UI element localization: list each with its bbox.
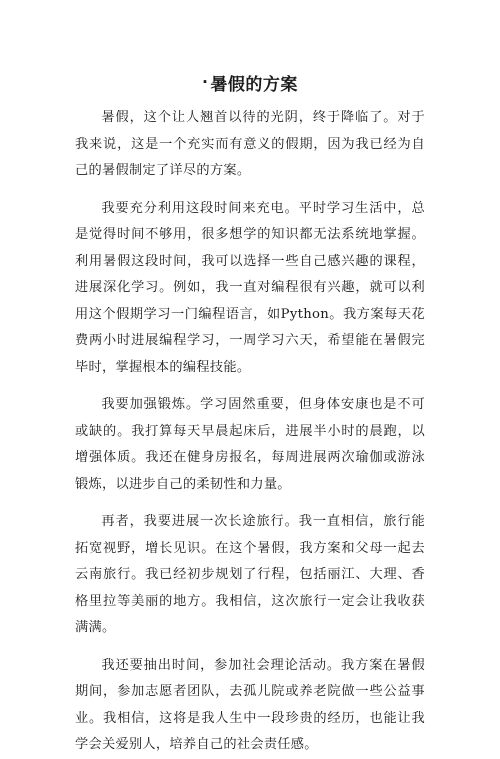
- paragraph-volunteer: 我还要抽出时间，参加社会理论活动。我方案在暑假期间，参加志愿者团队，去孤儿院或养老院做一些公益事业。我相信，这将是我人生中一段珍贵的经历，也能让我学会关爱别人，培养自己的社会责任感。: [75, 657, 425, 752]
- document-title: [75, 70, 425, 97]
- paragraph-study: 我要充分利用这段时间来充电。平时学习生活中，总是觉得时间不够用，很多想学的知识都无法系统地掌握。利用暑假这段时间，我可以选择一些自己感兴趣的课程，进展深化学习。例如，我一直对编程很有兴趣，就可以利用这个假期学习一门编程语言，如Python。我方案每天花费两小时进展编程学习，一周学习六天，希望能在暑假完毕时，掌握根本的编程技能。: [75, 200, 425, 375]
- title-mark: ·: [202, 73, 209, 91]
- title-text: 暑假的方案: [210, 75, 298, 95]
- paragraph-travel: 再者，我要进展一次长途旅行。我一直相信，旅行能拓宽视野，增长见识。在这个暑假，我方案和父母一起去云南旅行。我已经初步规划了行程，包括丽江、大理、香格里拉等美丽的地方。我相信，这次旅行一定会让我收获满满。: [75, 514, 425, 635]
- paragraph-intro: 暑假，这个让人翘首以待的光阴，终于降临了。对于我来说，这是一个充实而有意义的假期，因为我已经为自己的暑假制定了详尽的方案。: [75, 110, 425, 178]
- paragraph-exercise: 我要加强锻炼。学习固然重要，但身体安康也是不可或缺的。我打算每天早晨起床后，进展半小时的晨跑，以增强体质。我还在健身房报名，每周进展两次瑜伽或游泳锻炼，以进步自己的柔韧性和力量。: [75, 397, 425, 492]
